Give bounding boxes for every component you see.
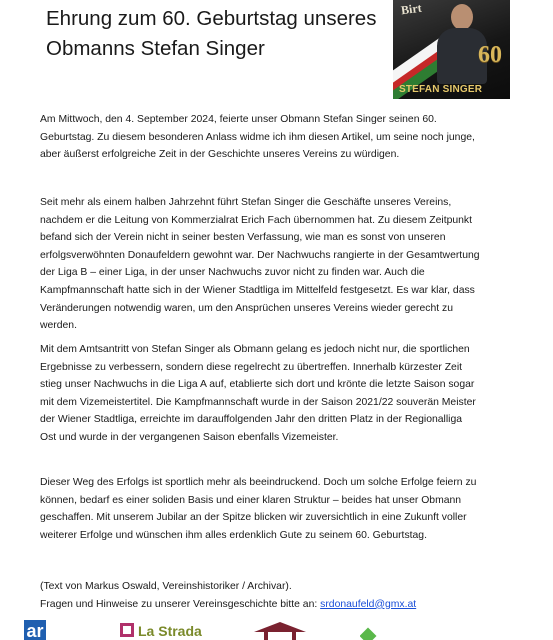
sponsor-logo-lastrada <box>120 620 215 640</box>
portrait-photo <box>393 0 510 99</box>
paragraph-3: Mit dem Amtsantritt von Stefan Singer als Obmann gelang es jedoch nicht nur, die sportlichen Ergebnisse zu verbessern, sondern diese regelrecht zu übertreffen. Innerhalb kürzester Zeit stieg unser Nachwuchs in die Liga A auf, etablierte sich dort und krönte die letzte Saison sogar mit dem Vizemeistertitel. Die Kampfmannschaft wurde in der Saison 2021/22 souverän Meister der Wiener Stadtliga, erreichte im darauffolgenden Jahr den dritten Platz in der Regionalliga Ost und wurde in der vergangenen Saison ebenfalls Vizemeister. <box>40 344 476 443</box>
birthday-number: 60 <box>478 42 502 68</box>
credit-line <box>40 578 480 613</box>
paragraph-1: Am Mittwoch, den 4. September 2024, feierte unser Obmann Stefan Singer seinen 60. Geburtstag. Zu diesem besonderen Anlass widme ich ihm diesen Artikel, um seine noch junge, aber äußerst erfolgreiche Zeit in der Geschichte unseres Vereins zu würdigen. <box>40 114 475 161</box>
sponsor-logo-green <box>360 620 378 640</box>
sponsor-logo-building <box>254 620 306 640</box>
green-leaf-icon <box>360 628 376 640</box>
sponsor-logo-ar: ar <box>24 620 46 640</box>
credit-text: (Text von Markus Oswald, Vereinshistoriker / Archivar). <box>40 581 292 592</box>
person-head <box>451 4 473 30</box>
lastrada-mark-icon <box>120 623 134 637</box>
paragraph-2: Seit mehr als einem halben Jahrzehnt führt Stefan Singer die Geschäfte unseres Vereins, nachdem er die Leitung von Kommerzialrat Erich Fach übernommen hat. Zu diesem Zeitpunkt befand sich der Verein nicht in seiner besten Verfassung, wie man es sonst von unseren erfolgsverwöhnten Donaufeldern gewohnt war. Der Nachwuchs rangierte in der Gesamtwertung der Liga B – einer Liga, in der unser Nachwuchs zuvor nicht zu finden war. Auch die Kampfmannschaft hatte sich in der Wiener Stadtliga im Mittelfeld festgesetzt. Es war klar, dass Veränderungen notwendig waren, um den Ansprüchen unseres Vereins wieder gerecht zu werden. <box>40 197 480 332</box>
lastrada-label: La Strada <box>138 623 202 639</box>
photo-caption: STEFAN SINGER <box>399 84 483 95</box>
building-roof-icon <box>254 622 306 632</box>
contact-email-link[interactable]: srdonaufeld@gmx.at <box>320 598 417 610</box>
photo-top-text: Birt <box>400 0 423 18</box>
paragraph-4: Dieser Weg des Erfolgs ist sportlich mehr als beeindruckend. Doch um solche Erfolge feiern zu können, bedarf es einer soliden Basis und einer klaren Struktur – beides hat unser Obmann geschaffen. Mit unserem Jubilar an der Spitze blicken wir zuversichtlich in eine Zukunft voller weiterer Erfolge und wünschen ihm alles erdenklich Gute zu seinem 60. Geburtstag. <box>40 477 477 541</box>
contact-prefix: Fragen und Hinweise zu unserer Vereinsgeschichte bitte an: <box>40 598 321 610</box>
building-columns-icon <box>264 632 296 640</box>
article-title: Ehrung zum 60. Geburtstag unseres Obmanns Stefan Singer <box>46 7 377 60</box>
